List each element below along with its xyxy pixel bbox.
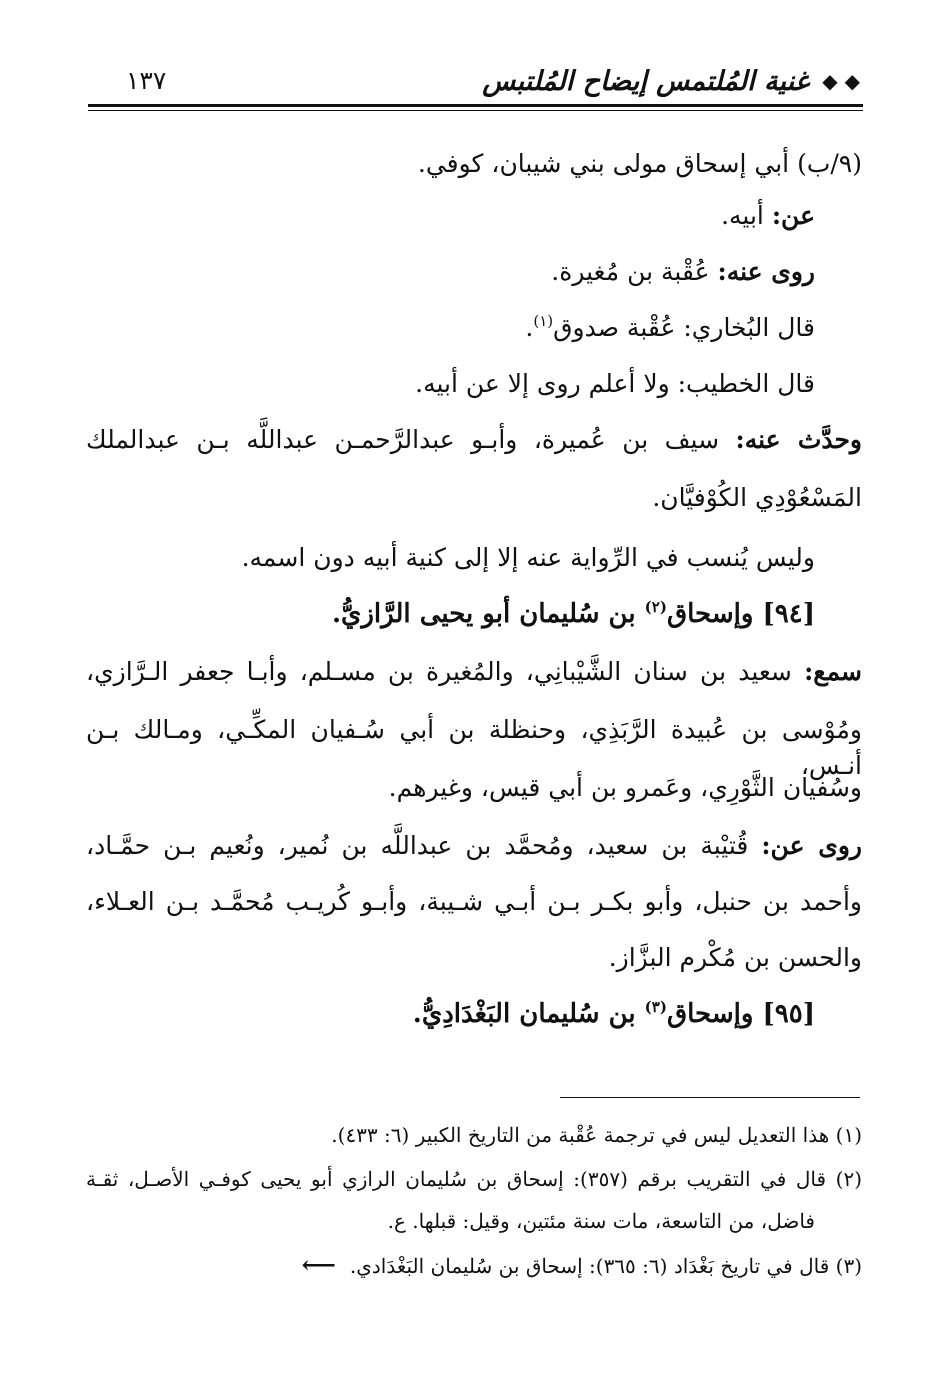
body-line-3 [86,254,815,290]
text-run: وليس يُنسب في الرِّواية عنه إلا إلى كنية أبيه دون اسمه. [241,543,815,572]
body-line-14 [86,884,862,920]
text-run: سعيد بن سنان الشَّيْبانِي، والمُغيرة بن مسـلم، وأبـا جعفر الـرَّازي، [86,657,805,686]
entry-name-rest: بن سُليمان أبو يحيى الرَّازيُّ. [331,599,645,629]
footnote-marker: (٢) [644,598,667,616]
body-line-1 [86,146,862,182]
text-run: عُقْبة بن مُغيرة. [551,257,718,286]
page-number: ١٣٧ [126,66,167,95]
entry-heading-95 [86,996,815,1032]
body-line-13 [86,828,862,864]
body-line-5 [86,366,815,402]
text-run: قال الخطيب: ولا أعلم روى إلا عن أبيه. [415,369,815,398]
footnote-marker: (٣) [644,998,667,1016]
entry-number: [٩٥] [762,999,815,1029]
text-run: قُتيْبة بن سعيد، ومُحمَّد بن عبداللَّه بن نُمير، ونُعيم بـن حمَّـاد، [86,831,762,860]
text-run: وسُفيان الثَّوْرِي، وعَمرو بن أبي قيس، وغيرهم. [388,773,862,802]
footnote-text: فاضل، من التاسعة، مات سنة مئتين، وقيل: قبلها. ع. [387,1209,815,1233]
running-header [88,62,860,106]
text-run: قال البُخاري: عُقْبة صدوق [553,313,815,342]
footnote-1 [86,1120,862,1150]
field-label-rawa-anhu: روى عنه: [717,257,815,286]
field-label-an: عن: [771,201,815,230]
field-label-samia: سمع: [804,657,862,686]
footnote-text: (٣) قال في تاريخ بَغْدَاد (٦: ٣٦٥): إسحاق بن سُليمان البَغْدَادي. [349,1254,862,1278]
footnote-2 [86,1164,862,1194]
body-line-2 [86,198,815,234]
field-label-rawa-an: روى عن: [761,831,862,860]
field-label-haddatha-anhu: وحدَّث عنه: [735,425,863,454]
body-line-15 [86,940,862,976]
header-rule-thin [88,110,863,111]
body-line-7 [86,480,862,516]
body-line-8 [86,540,815,576]
body-line-6 [86,422,862,458]
footnote-separator [560,1097,860,1098]
footnote-3 [86,1250,862,1281]
book-title: غنية المُلتمس إيضاح المُلتبس [482,66,809,97]
body-line-12 [86,770,862,806]
entry-name: وإسحاق [666,599,763,629]
continued-arrow-icon: ⟵ [301,1250,336,1279]
footnote-2-continued [86,1206,815,1236]
text-run: سيف بن عُميرة، وأبـو عبدالرَّحمـن عبداللَّه بـن عبدالملك [86,425,736,454]
entry-number: [٩٤] [762,599,815,629]
body-line-4 [86,310,815,346]
text-run: أبيه. [721,201,772,230]
text-run: وأحمد بن حنبل، وأبو بكـر بـن أبـي شـيبة، وأبـو كُريـب مُحمَّـد بـن العـلاء، [86,887,862,916]
footnote-text: (١) هذا التعديل ليس في ترجمة عُقْبة من التاريخ الكبير (٦: ٤٣٣). [331,1123,862,1147]
entry-heading-94 [86,596,815,632]
entry-name: وإسحاق [666,999,763,1029]
footnote-marker: (١) [533,312,554,330]
footnote-text: (٢) قال في التقريب برقم (٣٥٧): إسحاق بن سُليمان الرازي أبو يحيى كوفـي الأصـل، ثقـة [86,1167,862,1191]
body-line-10 [86,654,862,690]
text-run: والحسن بن مُكْرم البزَّاز. [608,943,862,972]
text-run: (٩/ب) أبي إسحاق مولى بني شيبان، كوفي. [417,149,862,178]
header-rule [88,104,863,107]
entry-name-rest: بن سُليمان البَغْدَادِيُّ. [412,999,645,1029]
text-run: المَسْعُوْدِي الكُوْفيَّان. [652,483,862,512]
running-title [482,66,860,97]
text-run: . [525,313,534,342]
text-run: ومُوْسى بن عُبيدة الرَّبَذِي، وحنظلة بن أبي سُـفيان المكِّـي، ومـالك بـن أنـس، [86,715,862,780]
diamond-ornament-icon: ◆ ◆ [822,69,860,93]
